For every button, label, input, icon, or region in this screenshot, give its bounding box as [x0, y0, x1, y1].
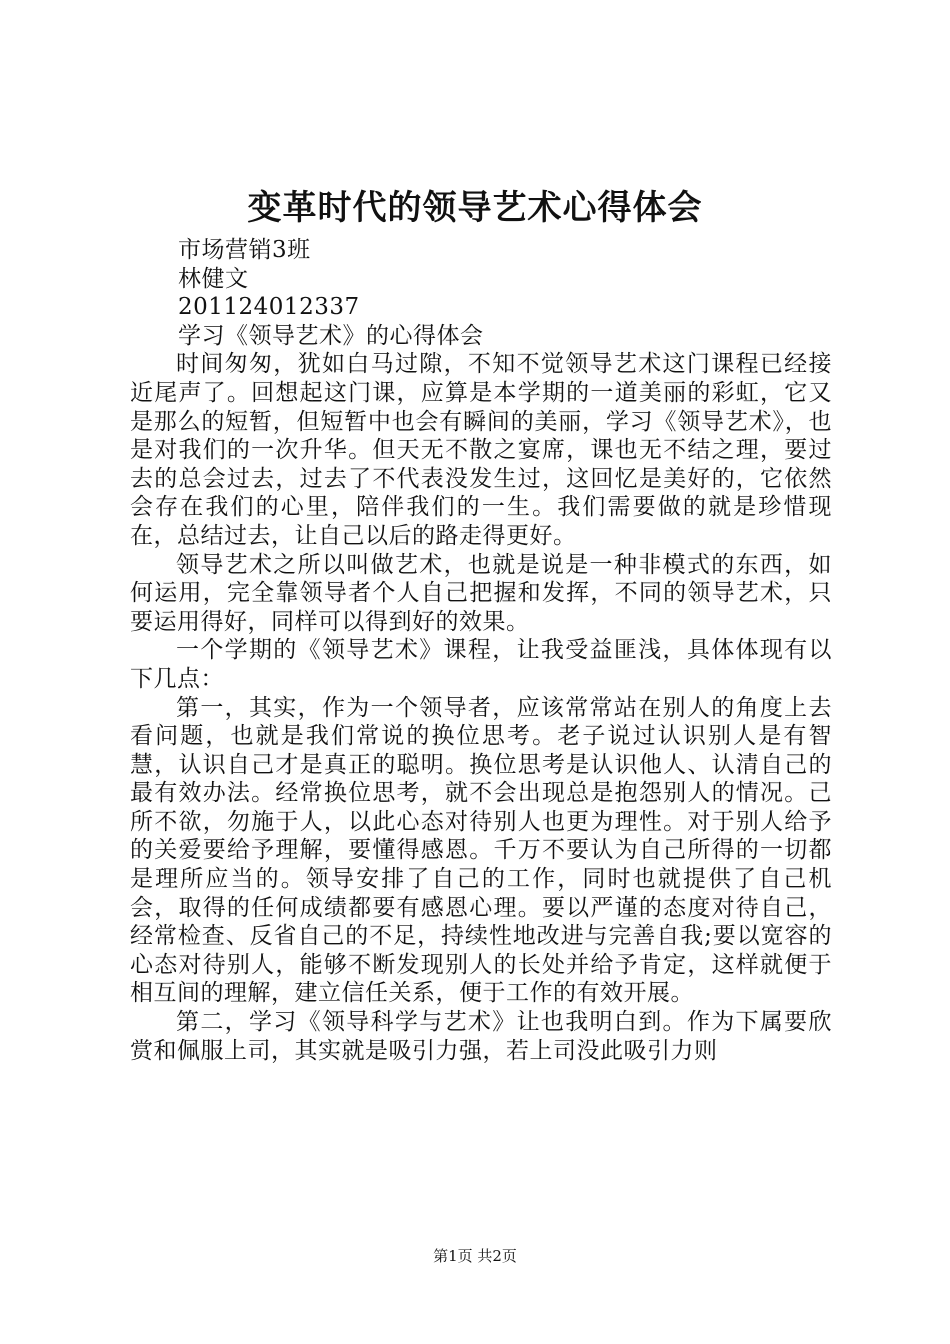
- author-name: 林健文: [178, 265, 249, 292]
- paragraph-point-two: 第二，学习《领导科学与艺术》让也我明白到。作为下属要欣赏和佩服上司，其实就是吸引力强，若上司没此吸引力则: [130, 1009, 832, 1064]
- paragraph-point-one: 第一，其实，作为一个领导者，应该常常站在别人的角度上去看问题，也就是我们常说的换位思考。老子说过认识别人是有智慧，认识自己才是真正的聪明。换位思考是认识他人、认清自己的最有效办法。经常换位思考，就不会出现总是抱怨别人的情况。己所不欲，勿施于人，以此心态对待别人也更为理性。对于别人给予的关爱要给予理解，要懂得感恩。千万不要认为自己所得的一切都是理所应当的。领导安排了自己的工作，同时也就提供了自己机会，取得的任何成绩都要有感恩心理。要以严谨的态度对待自己，经常检查、反省自己的不足，持续性地改进与完善自我;要以宽容的心态对待别人，能够不断发现别人的长处并给予肯定，这样就便于相互间的理解，建立信任关系，便于工作的有效开展。: [130, 694, 832, 1007]
- document-body: [130, 236, 832, 1065]
- paragraph-benefits-lead: 一个学期的《领导艺术》课程，让我受益匪浅，具体体现有以下几点：: [130, 637, 832, 692]
- student-id: 201124012337: [178, 294, 360, 321]
- class-name: 市场营销3班: [178, 237, 311, 263]
- document-subtitle: 学习《领导艺术》的心得体会: [178, 322, 484, 349]
- document-title: 变革时代的领导艺术心得体会: [247, 188, 703, 228]
- page-number-footer: 第1页 共2页: [433, 1247, 517, 1265]
- paragraph-art-definition: 领导艺术之所以叫做艺术，也就是说是一种非模式的东西，如何运用，完全靠领导者个人自己把握和发挥，不同的领导艺术，只要运用得好，同样可以得到好的效果。: [130, 551, 832, 635]
- paragraph-intro: 时间匆匆，犹如白马过隙，不知不觉领导艺术这门课程已经接近尾声了。回想起这门课，应算是本学期的一道美丽的彩虹，它又是那么的短暂，但短暂中也会有瞬间的美丽，学习《领导艺术》，也是对我们的一次升华。但天无不散之宴席，课也无不结之理，要过去的总会过去，过去了不代表没发生过，这回忆是美好的，它依然会存在我们的心里，陪伴我们的一生。我们需要做的就是珍惜现在，总结过去，让自己以后的路走得更好。: [130, 351, 832, 549]
